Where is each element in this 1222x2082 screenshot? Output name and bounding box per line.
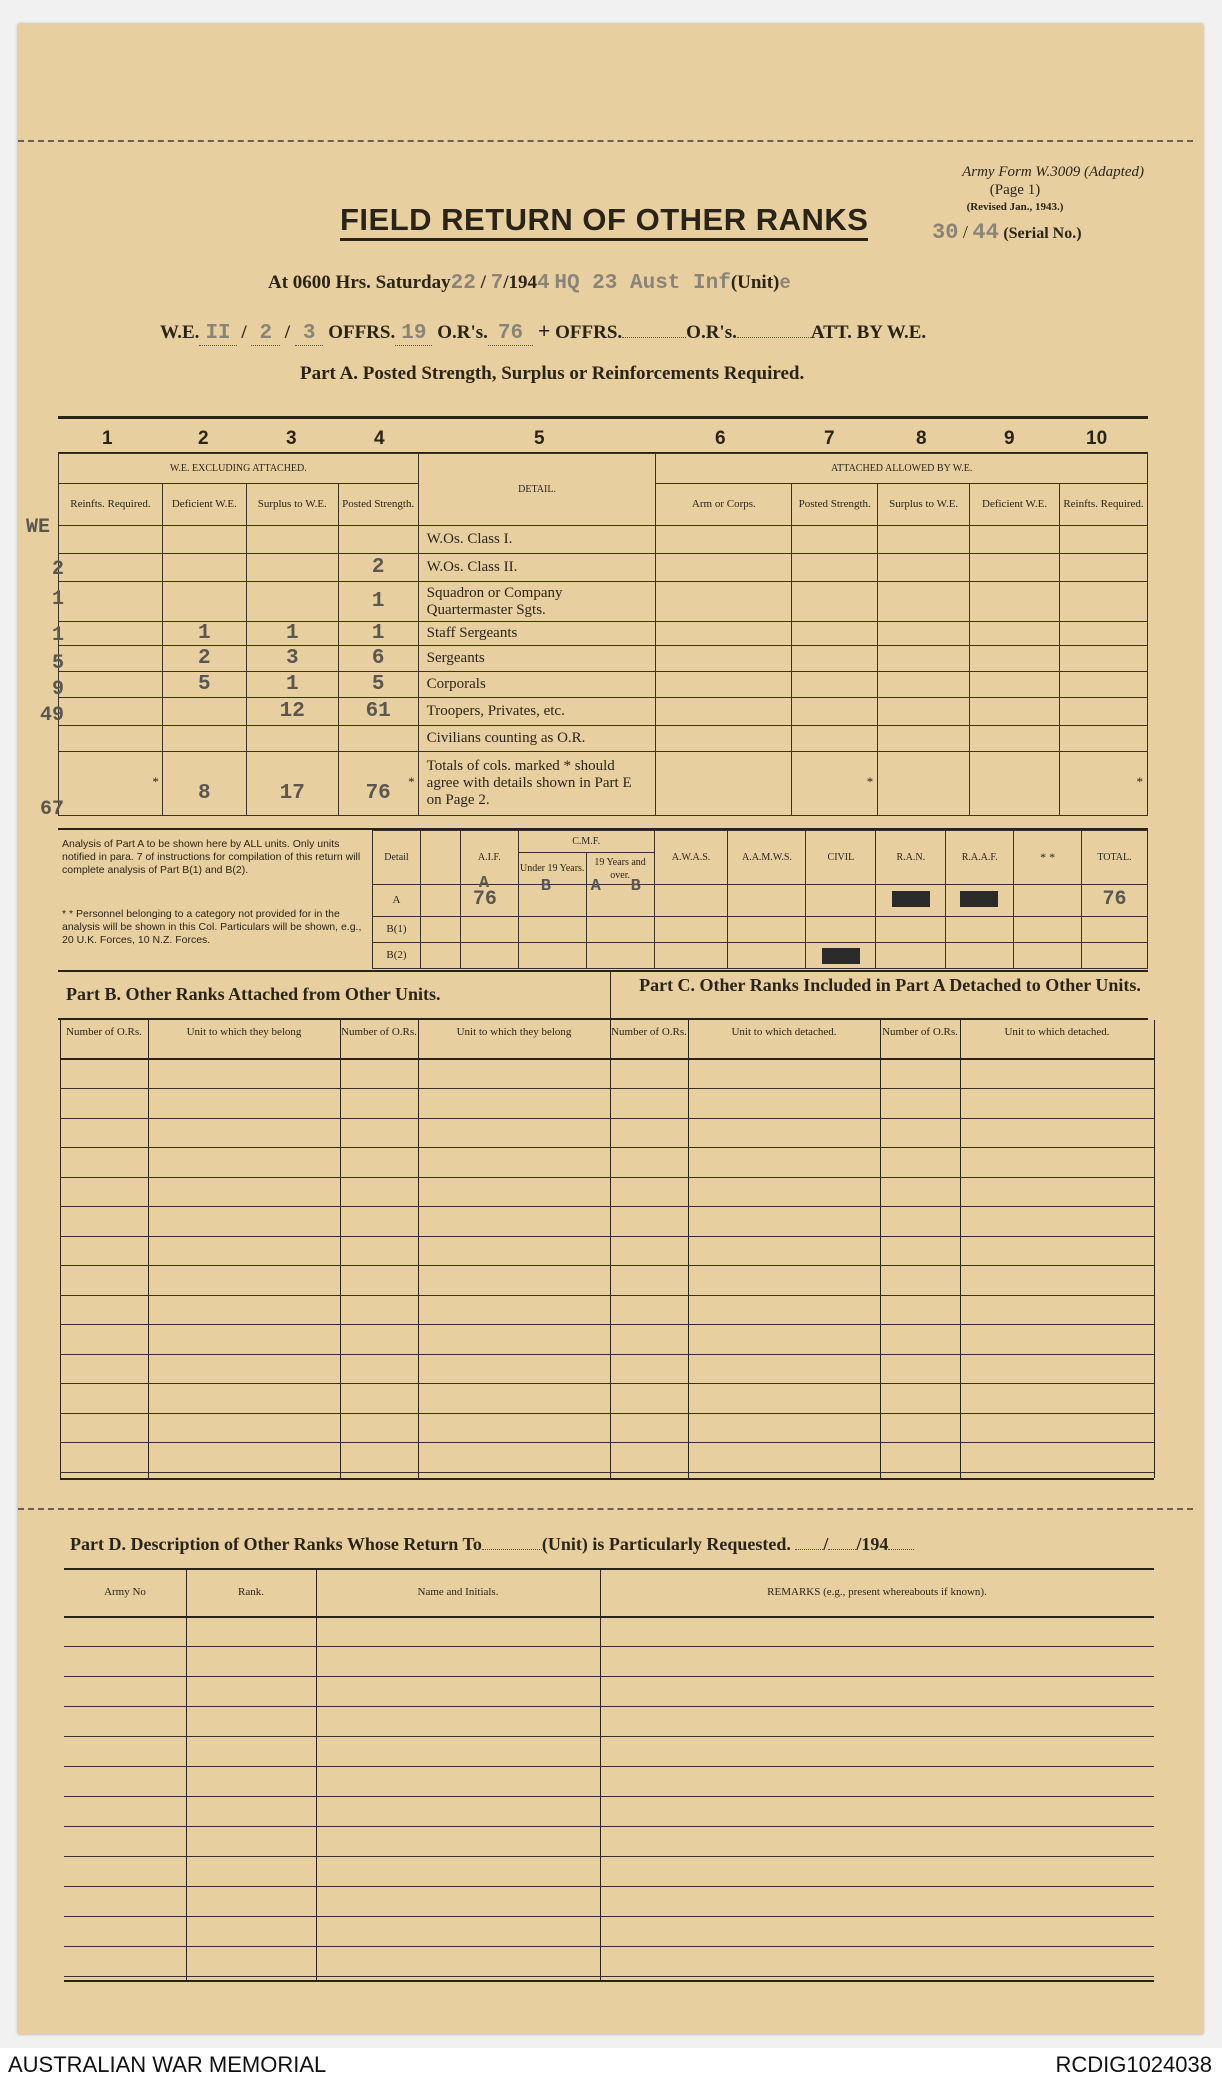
part-c-unit-header-2: Unit to which detached.	[1004, 1026, 1110, 1038]
analysis-note-1: Analysis of Part A to be shown here by ALL units. Only units notified in para. 7 of instructions for compilation of this return will complete analysis of Part B(1) and B(2).	[62, 838, 361, 876]
cmf-header: C.M.F.	[518, 831, 654, 853]
part-a-total-value: 8	[198, 782, 211, 805]
part-bc-top-rule	[58, 970, 1148, 972]
grid-row-line	[60, 1088, 1154, 1089]
analysis-row-label: B(2)	[373, 943, 421, 969]
raaf-header: R.A.A.F.	[946, 831, 1014, 885]
analysis-row-b1	[373, 917, 1148, 943]
part-a-attached-cell[interactable]	[970, 672, 1060, 698]
col-number-8: 8	[916, 428, 927, 449]
part-a-cell-c3[interactable]	[246, 672, 338, 698]
archive-id: RCDIG1024038	[1055, 2052, 1212, 2077]
archive-name: AUSTRALIAN WAR MEMORIAL	[8, 2052, 327, 2077]
part-a-attached-total-cell[interactable]	[792, 752, 878, 816]
unit-typed: HQ 23 Aust Inf	[554, 272, 731, 295]
part-a-cell-c1[interactable]	[59, 622, 163, 646]
part-d-row-line	[64, 1916, 1154, 1917]
part-d-row-line	[64, 1946, 1154, 1947]
serial-number	[932, 220, 1082, 245]
col-number-7: 7	[824, 428, 835, 449]
part-a-attached-cell[interactable]	[878, 672, 970, 698]
part-a-detail-label: W.Os. Class I.	[418, 526, 656, 554]
part-a-value: 3	[285, 647, 299, 670]
ors2-label: O.R's.	[686, 322, 737, 343]
part-d-row-line	[64, 1736, 1154, 1737]
form-id: Army Form W.3009 (Adapted)	[962, 164, 1144, 180]
part-a-attached-cell[interactable]	[656, 646, 792, 672]
part-a-attached-cell[interactable]	[1060, 582, 1148, 622]
part-a-attached-cell[interactable]	[1060, 672, 1148, 698]
grid-row-line	[60, 1442, 1154, 1443]
grid-row-line	[60, 1147, 1154, 1148]
part-a-cell-c4[interactable]	[338, 726, 418, 752]
we-margin-value: 49	[39, 704, 64, 727]
part-a-attached-cell[interactable]	[792, 672, 878, 698]
part-a-cell-c3[interactable]	[246, 582, 338, 622]
serial-b: 44	[972, 220, 999, 245]
star-mark: *	[866, 774, 874, 789]
deficient-header: Deficient W.E.	[162, 484, 246, 526]
analysis-note-2: * * Personnel belonging to a category not provided for in the analysis will be shown in this Col. Particulars will be shown, e.g., 20 U.K. Forces, 10 N.Z. Forces.	[62, 908, 362, 946]
part-a-attached-cell[interactable]	[792, 582, 878, 622]
part-a-totals-row	[59, 752, 1148, 816]
part-d-row-line	[64, 1676, 1154, 1677]
star-mark: *	[152, 774, 159, 789]
part-d-unit-field[interactable]	[482, 1549, 542, 1550]
part-a-detail-label: Corporals	[418, 672, 656, 698]
part-a-attached-cell[interactable]	[970, 622, 1060, 646]
part-a-cell-c3[interactable]	[246, 554, 338, 582]
under-19-header: Under 19 Years.	[518, 853, 586, 885]
awas-header: A.W.A.S.	[654, 831, 728, 885]
we-margin-value: 9	[51, 678, 64, 701]
part-a-total-cell[interactable]	[59, 752, 163, 816]
we-a: II	[199, 322, 236, 346]
form-page: (Page 1)	[989, 182, 1041, 198]
part-a-table	[58, 453, 1148, 816]
part-d-title-d: /194	[856, 1534, 889, 1554]
rank-header: Rank.	[238, 1586, 264, 1598]
redaction-mark	[960, 891, 998, 907]
part-a-total-value: 76	[365, 782, 391, 805]
part-b-number-header: Number of O.Rs.	[66, 1026, 142, 1038]
part-d-title	[70, 1534, 914, 1555]
part-a-attached-cell[interactable]	[1060, 526, 1148, 554]
part-a-value: 5	[371, 673, 385, 696]
part-d-top-rule	[64, 1568, 1154, 1570]
part-a-cell-c4[interactable]	[338, 698, 418, 726]
civil-header: CIVIL	[806, 831, 876, 885]
part-d-column-line	[186, 1570, 187, 1980]
grid-row-line	[60, 1472, 1154, 1473]
remarks-header: REMARKS (e.g., present whereabouts if known).	[767, 1586, 987, 1598]
posted-att-header: Posted Strength.	[792, 484, 878, 526]
redaction-mark	[892, 891, 930, 907]
col-number-3: 3	[286, 428, 297, 449]
deficient-att-header: Deficient W.E.	[970, 484, 1060, 526]
unit-tail: e	[779, 272, 791, 294]
part-a-cell-c2[interactable]	[162, 726, 246, 752]
grid-row-line	[60, 1324, 1154, 1325]
we-c: 3	[295, 322, 324, 346]
part-a-detail-label: Troopers, Privates, etc.	[418, 698, 656, 726]
grid-row-line	[60, 1383, 1154, 1384]
part-a-cell-c1[interactable]	[59, 646, 163, 672]
part-a-row	[59, 726, 1148, 752]
part-d-row-line	[64, 1796, 1154, 1797]
part-a-row	[59, 582, 1148, 622]
part-a-total-value: 17	[279, 782, 305, 805]
part-d-day-field[interactable]	[795, 1549, 823, 1550]
we-margin-value: 1	[51, 588, 64, 611]
we-line: W.E. II / 2 / 3 OFFRS. 19 O.R's. 76 + OFFRS. O.R's. ATT. BY W.E.	[160, 318, 927, 345]
part-a-cell-c3[interactable]	[246, 646, 338, 672]
army-no-header: Army No	[104, 1586, 146, 1598]
ors2-field[interactable]	[737, 337, 811, 338]
part-a-row	[59, 646, 1148, 672]
part-a-value: 2	[371, 556, 385, 579]
part-a-cell-c4[interactable]	[338, 622, 418, 646]
grid-row-line	[60, 1295, 1154, 1296]
part-a-attached-cell[interactable]	[656, 698, 792, 726]
stamp-a-19over: A	[590, 877, 601, 896]
offrs-label: OFFRS.	[328, 322, 396, 343]
part-d-row-line	[64, 1766, 1154, 1767]
part-a-total-cell[interactable]	[246, 752, 338, 816]
aif-a-value: 76	[472, 888, 497, 911]
date-day: 22	[450, 272, 476, 295]
part-c-unit-header: Unit to which detached.	[731, 1026, 837, 1038]
grid-header-rule	[60, 1058, 1154, 1060]
name-header: Name and Initials.	[417, 1586, 499, 1598]
col-number-5: 5	[534, 428, 545, 449]
we-label: W.E.	[160, 322, 200, 343]
analysis-row-b2	[373, 943, 1148, 969]
part-a-cell-c2[interactable]	[162, 672, 246, 698]
part-a-cell-c1[interactable]	[59, 726, 163, 752]
col-number-1: 1	[102, 428, 113, 449]
ran-header: R.A.N.	[876, 831, 946, 885]
part-a-detail-label: Civilians counting as O.R.	[418, 726, 656, 752]
surplus-att-header: Surplus to W.E.	[878, 484, 970, 526]
reinforcements-att-header: Reinfts. Required.	[1060, 484, 1148, 526]
att-label: ATT. BY W.E.	[810, 322, 927, 343]
grid-row-line	[60, 1206, 1154, 1207]
perforation-top	[18, 140, 1193, 142]
part-a-total-cell[interactable]	[338, 752, 418, 816]
analysis-aif-a[interactable]	[460, 874, 518, 917]
grid-row-line	[60, 1354, 1154, 1355]
part-a-row	[59, 698, 1148, 726]
stamp-b-19over: B	[630, 877, 641, 896]
aif-header: A.I.F.	[460, 831, 518, 885]
part-a-value: 1	[371, 590, 385, 613]
part-a-detail-label: W.Os. Class II.	[418, 554, 656, 582]
analysis-other-a[interactable]	[1014, 885, 1082, 917]
part-a-cell-c2[interactable]	[162, 582, 246, 622]
archive-footer	[0, 2048, 1222, 2082]
analysis-raaf-a[interactable]	[946, 885, 1014, 917]
analysis-awas-a[interactable]	[654, 885, 728, 917]
part-a-attached-cell[interactable]	[970, 726, 1060, 752]
part-a-cell-c2[interactable]	[162, 526, 246, 554]
analysis-civil-a[interactable]	[806, 885, 876, 917]
grid-row-line	[60, 1236, 1154, 1237]
part-d-title-c: /	[823, 1534, 829, 1554]
part-d-column-line	[600, 1570, 601, 1980]
reinforcements-header: Reinfts. Required.	[59, 484, 163, 526]
part-d-header-rule	[64, 1616, 1154, 1618]
date-sep1: /	[480, 272, 486, 293]
part-d-row-line	[64, 1826, 1154, 1827]
detail-header: DETAIL.	[418, 454, 656, 526]
part-a-row	[59, 526, 1148, 554]
part-a-attached-cell[interactable]	[656, 526, 792, 554]
part-a-value: 6	[371, 647, 385, 670]
part-d-row-line	[64, 1646, 1154, 1647]
part-a-attached-cell[interactable]	[1060, 554, 1148, 582]
part-a-cell-c2[interactable]	[162, 622, 246, 646]
star-mark: *	[408, 774, 415, 789]
page-title: FIELD RETURN OF OTHER RANKS	[340, 202, 868, 241]
part-a-cell-c3[interactable]	[246, 526, 338, 554]
grid-row-line	[60, 1177, 1154, 1178]
part-b-title: Part B. Other Ranks Attached from Other Units.	[66, 984, 441, 1004]
part-a-attached-cell[interactable]	[792, 698, 878, 726]
part-d-row-line	[64, 1886, 1154, 1887]
analysis-under19-a[interactable]	[518, 877, 586, 917]
ors-value: 76	[488, 322, 533, 346]
part-a-attached-cell[interactable]	[970, 582, 1060, 622]
plus-sign: +	[537, 318, 551, 343]
part-a-attached-cell[interactable]	[878, 698, 970, 726]
attached-allowed-header: ATTACHED ALLOWED BY W.E.	[656, 454, 1148, 484]
part-a-attached-cell[interactable]	[1060, 726, 1148, 752]
analysis-aamws-a[interactable]	[728, 885, 806, 917]
part-a-attached-cell[interactable]	[1060, 698, 1148, 726]
part-bc-header-top	[58, 1018, 1148, 1020]
grid-row-line	[60, 1413, 1154, 1414]
part-d-column-line	[316, 1570, 317, 1980]
part-a-attached-cell[interactable]	[970, 554, 1060, 582]
part-a-attached-cell[interactable]	[878, 646, 970, 672]
part-a-value: 1	[285, 673, 299, 696]
part-a-value: 61	[365, 700, 391, 723]
grid-row-line	[60, 1265, 1154, 1266]
part-a-attached-cell[interactable]	[878, 526, 970, 554]
part-a-attached-cell[interactable]	[792, 526, 878, 554]
form-revised: (Revised Jan., 1943.)	[966, 201, 1064, 213]
part-a-value: 5	[198, 673, 211, 696]
part-c-number-header: Number of O.Rs.	[611, 1026, 687, 1038]
stamp-b-under19: B	[540, 877, 551, 896]
part-a-attached-cell[interactable]	[792, 622, 878, 646]
part-a-row	[59, 672, 1148, 698]
part-a-attached-cell[interactable]	[1060, 622, 1148, 646]
part-a-attached-cell[interactable]	[792, 726, 878, 752]
part-a-cell-c3[interactable]	[246, 622, 338, 646]
part-a-attached-cell[interactable]	[878, 622, 970, 646]
part-d-title-a: Part D. Description of Other Ranks Whose Return To	[70, 1534, 482, 1554]
offrs-value: 19	[395, 322, 432, 346]
part-a-cell-c2[interactable]	[162, 646, 246, 672]
part-d-title-b: (Unit) is Particularly Requested.	[541, 1534, 791, 1554]
part-a-attached-cell[interactable]	[1060, 646, 1148, 672]
part-a-value: 12	[279, 700, 305, 723]
date-sep2: /194	[503, 272, 538, 293]
part-a-title: Part A. Posted Strength, Surplus or Reinforcements Required.	[300, 363, 805, 384]
date-month: 7	[490, 272, 504, 295]
part-bc-divider	[610, 970, 611, 1020]
part-a-attached-cell[interactable]	[970, 526, 1060, 554]
part-a-attached-cell[interactable]	[970, 698, 1060, 726]
grid-bottom-rule	[60, 1478, 1154, 1480]
analysis-total-a[interactable]	[1082, 885, 1148, 917]
part-c-number-header-2: Number of O.Rs.	[882, 1026, 958, 1038]
analysis-19over-a[interactable]	[586, 877, 654, 917]
part-a-cell-c1[interactable]	[59, 554, 163, 582]
part-a-attached-cell[interactable]	[970, 646, 1060, 672]
part-d-row-line	[64, 1706, 1154, 1707]
total-header: TOTAL.	[1082, 831, 1148, 885]
stamp-a-aif: A	[478, 874, 490, 893]
part-a-cell-c4[interactable]	[338, 672, 418, 698]
offrs2-label: OFFRS.	[555, 322, 623, 343]
part-a-attached-cell[interactable]	[656, 672, 792, 698]
analysis-ran-a[interactable]	[876, 885, 946, 917]
part-d-row-line	[64, 1976, 1154, 1977]
part-a-value: 1	[285, 622, 299, 645]
perforation-bottom	[18, 1508, 1193, 1510]
part-a-cell-c3[interactable]	[246, 726, 338, 752]
surplus-header: Surplus to W.E.	[246, 484, 338, 526]
col-number-4: 4	[374, 428, 385, 449]
total-a-value: 76	[1102, 888, 1127, 911]
analysis-row-label: B(1)	[373, 917, 421, 943]
part-a-detail-label: Staff Sergeants	[418, 622, 656, 646]
part-d-row-line	[64, 1856, 1154, 1857]
part-a-cell-c2[interactable]	[162, 554, 246, 582]
date-line	[268, 272, 791, 295]
part-a-attached-cell[interactable]	[656, 622, 792, 646]
part-a-attached-total-cell[interactable]	[656, 752, 792, 816]
col-number-2: 2	[198, 428, 209, 449]
other-category-header: * *	[1014, 831, 1082, 885]
part-a-row	[59, 554, 1148, 582]
unit-label: (Unit)	[730, 272, 780, 293]
we-b: 2	[251, 322, 280, 346]
part-a-cell-c4[interactable]	[338, 554, 418, 582]
part-a-value: 1	[371, 622, 385, 645]
we-margin-value: 5	[51, 652, 64, 675]
part-a-top-rule	[58, 416, 1148, 419]
part-a-attached-cell[interactable]	[792, 554, 878, 582]
column-numbers	[58, 428, 1148, 450]
analysis-table	[372, 830, 1148, 969]
col-number-9: 9	[1004, 428, 1015, 449]
part-a-value: 1	[198, 622, 211, 645]
grid-column-line	[1154, 1020, 1155, 1478]
we-excluding-header: W.E. EXCLUDING ATTACHED.	[59, 454, 419, 484]
part-a-attached-cell[interactable]	[792, 646, 878, 672]
part-d-month-field[interactable]	[828, 1549, 856, 1550]
part-a-cell-c3[interactable]	[246, 698, 338, 726]
analysis-detail-header: Detail	[373, 831, 421, 885]
part-a-attached-cell[interactable]	[656, 554, 792, 582]
ors-label: O.R's.	[437, 322, 488, 343]
col-number-10: 10	[1086, 428, 1108, 449]
part-a-cell-c2[interactable]	[162, 698, 246, 726]
part-a-attached-total-cell[interactable]	[878, 752, 970, 816]
analysis-row-a	[373, 885, 1148, 917]
at-line-prefix: At 0600 Hrs. Saturday	[268, 272, 451, 293]
aamws-header: A.A.M.W.S.	[728, 831, 806, 885]
analysis-row-label: A	[373, 885, 421, 917]
part-b-unit-header-2: Unit to which they belong	[456, 1026, 572, 1038]
we-margin-total: 67	[39, 798, 64, 821]
part-a-attached-total-cell[interactable]	[1060, 752, 1148, 816]
posted-header: Posted Strength.	[338, 484, 418, 526]
19-over-header: 19 Years and over.	[586, 853, 654, 885]
part-a-attached-cell[interactable]	[656, 582, 792, 622]
part-a-detail-label: Sergeants	[418, 646, 656, 672]
redaction-mark	[822, 948, 860, 964]
serial-a: 30	[932, 220, 959, 245]
part-a-detail-label: Squadron or Company Quartermaster Sgts.	[418, 582, 656, 622]
date-year: 4	[537, 272, 550, 295]
offrs2-field[interactable]	[622, 337, 686, 338]
serial-label: (Serial No.)	[1003, 225, 1082, 242]
part-a-cell-c4[interactable]	[338, 646, 418, 672]
part-d-bottom-rule	[64, 1980, 1154, 1982]
grid-row-line	[60, 1118, 1154, 1119]
part-a-value: 2	[198, 647, 211, 670]
col-number-6: 6	[715, 428, 726, 449]
part-b-unit-header: Unit to which they belong	[186, 1026, 302, 1038]
part-a-cell-c4[interactable]	[338, 582, 418, 622]
part-c-title: Part C. Other Ranks Included in Part A Detached to Other Units.	[639, 975, 1141, 995]
part-a-attached-cell[interactable]	[878, 554, 970, 582]
we-margin-label: WE	[26, 516, 51, 539]
part-d-year-field[interactable]	[888, 1549, 914, 1550]
part-a-attached-cell[interactable]	[878, 726, 970, 752]
part-a-row	[59, 622, 1148, 646]
we-margin-value: 2	[51, 558, 64, 581]
part-a-cell-c1[interactable]	[59, 698, 163, 726]
arm-corps-header: Arm or Corps.	[656, 484, 792, 526]
part-a-cell-c1[interactable]	[59, 582, 163, 622]
part-a-attached-cell[interactable]	[656, 726, 792, 752]
analysis-civil-b2[interactable]	[806, 943, 876, 969]
part-a-attached-cell[interactable]	[878, 582, 970, 622]
part-a-totals-label: Totals of cols. marked * should agree with details shown in Part E on Page 2.	[418, 752, 656, 816]
part-a-cell-c1[interactable]	[59, 526, 163, 554]
part-a-attached-total-cell[interactable]	[970, 752, 1060, 816]
part-a-cell-c1[interactable]	[59, 672, 163, 698]
serial-sep: /	[962, 222, 968, 242]
part-b-number-header-2: Number of O.Rs.	[341, 1026, 417, 1038]
star-mark: *	[1136, 774, 1143, 789]
part-a-cell-c4[interactable]	[338, 526, 418, 554]
we-margin-value: 1	[51, 624, 64, 647]
part-a-total-cell[interactable]	[162, 752, 246, 816]
